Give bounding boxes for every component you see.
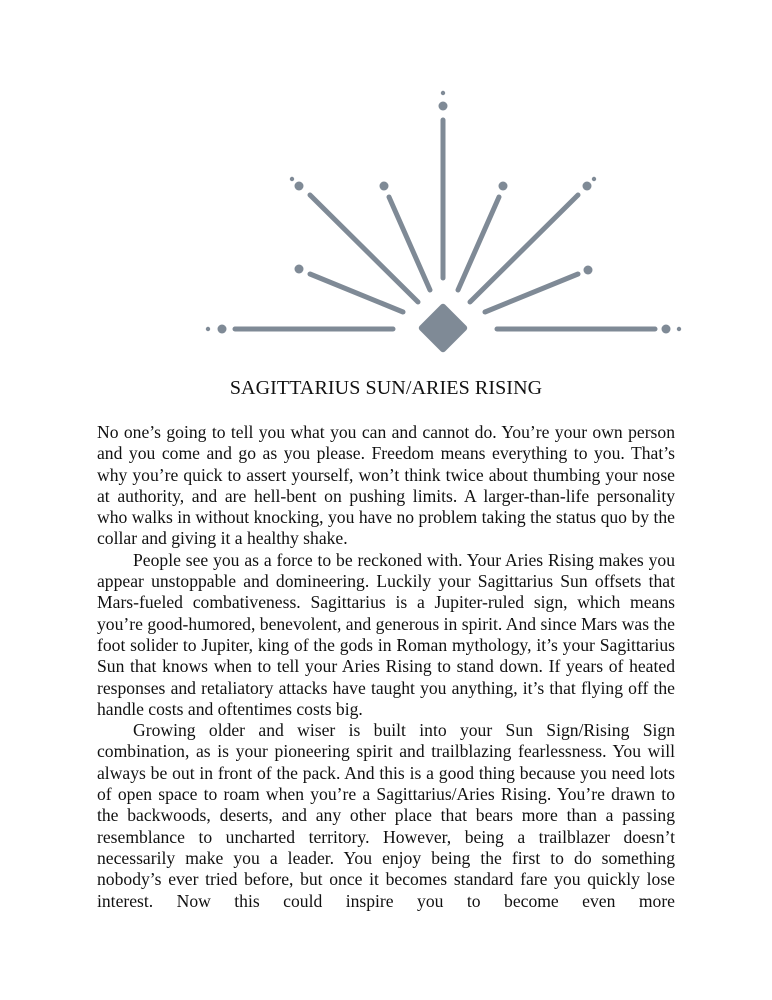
sunburst-ornament-icon: [0, 0, 772, 370]
paragraph-3: Growing older and wiser is built into your Sun Sign/Rising Sign combination, as is your pioneering spirit and trailblazing fearlessness. You will always be out in front of the pack. And this is a good thing because you need lots of open space to roam when you’re a Sagittarius/Aries Rising. You’re drawn to the backwoods, deserts, and any other place that bears more than a passing resemblance to uncharted territory. However, being a trailblazer doesn’t necessarily make you a leader. You enjoy being the first to do something nobody’s ever tried before, but once it becomes standard fare you quickly lose interest. Now this could inspire you to become even more: [97, 720, 675, 911]
paragraph-2: People see you as a force to be reckoned with. Your Aries Rising makes you appear unstoppable and domineering. Luckily your Sagittarius Sun offsets that Mars-fueled combativeness. Sagittarius is a Jupiter-ruled sign, which means you’re good-humored, benevolent, and generous in spirit. And since Mars was the foot solider to Jupiter, king of the gods in Roman mythology, it’s your Sagittarius Sun that knows when to tell your Aries Rising to stand down. If years of heated responses and retaliatory attacks have taught you anything, it’s that flying off the handle costs and oftentimes costs big.: [97, 549, 675, 719]
paragraph-1: No one’s going to tell you what you can and cannot do. You’re your own person and you come and go as you please. Freedom means everything to you. That’s why you’re quick to assert yourself, won’t think twice about thumbing your nose at authority, and are hell-bent on pushing limits. A larger-than-life personality who walks in without knocking, you have no problem taking the status quo by the collar and giving it a healthy shake.: [97, 422, 675, 549]
chapter-title: SAGITTARIUS SUN/ARIES RISING: [229, 377, 543, 399]
body-text: [97, 422, 675, 912]
